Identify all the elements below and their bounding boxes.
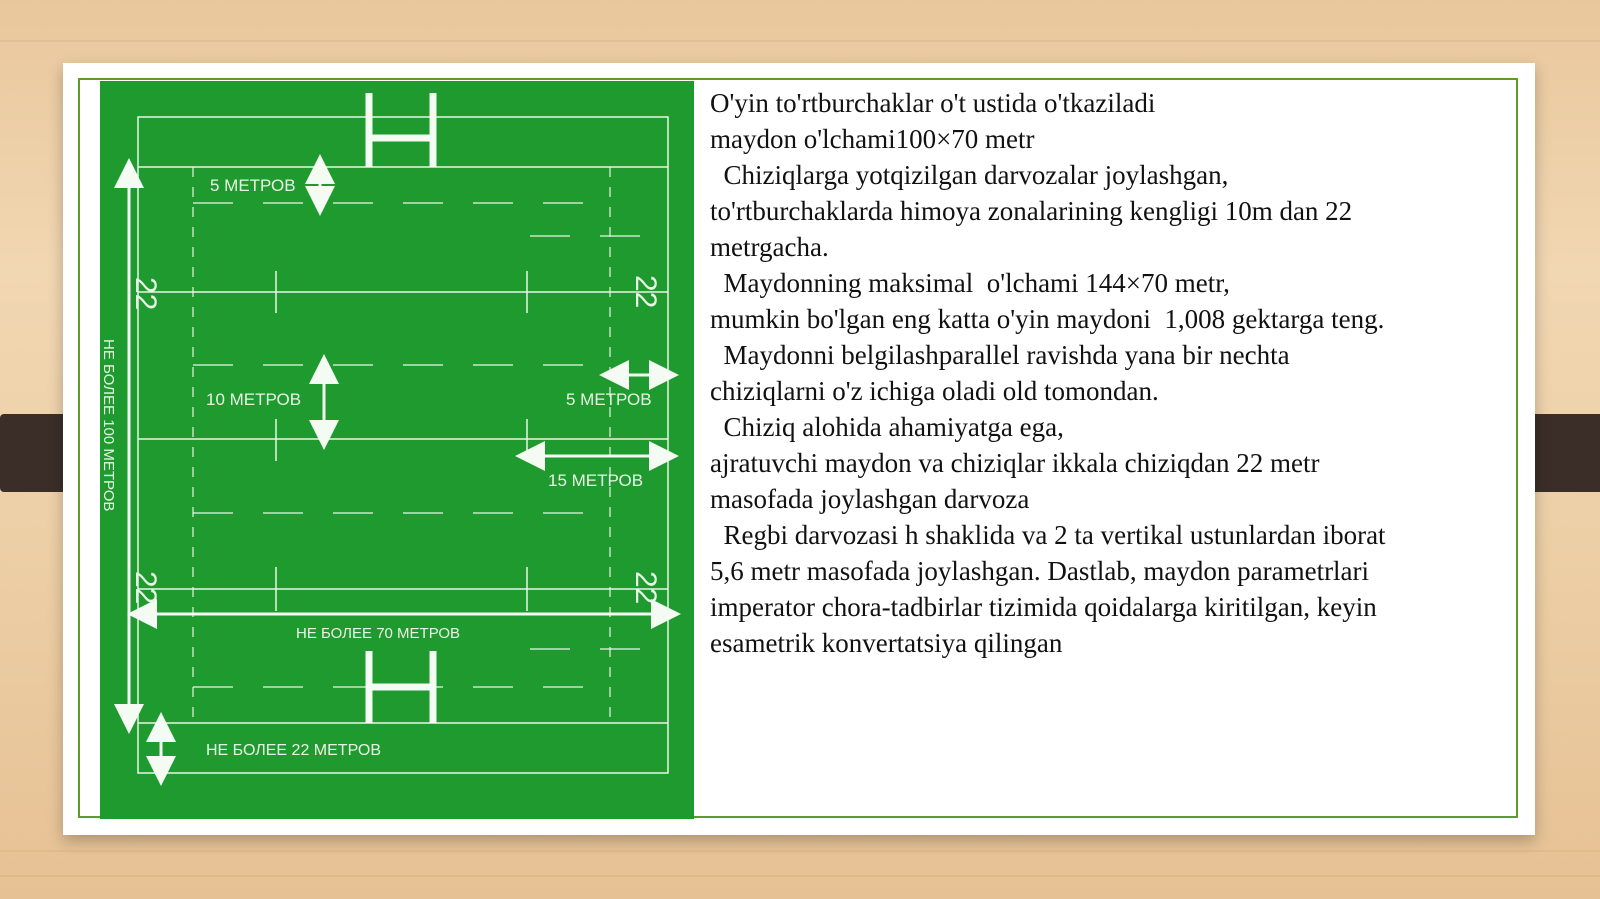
text-line: esametrik konvertatsiya qilingan bbox=[710, 628, 1063, 658]
text-line: metrgacha. bbox=[710, 232, 829, 262]
bottom-goal-posts-icon bbox=[369, 651, 433, 723]
text-line: masofada joylashgan darvoza bbox=[710, 484, 1030, 514]
label-22-top-left: 22 bbox=[129, 277, 162, 311]
rugby-field-diagram bbox=[100, 81, 694, 819]
text-line: Chiziqlarga yotqizilgan darvozalar joylashgan, bbox=[710, 160, 1229, 190]
text-line: imperator chora-tadbirlar tizimida qoidalarga kiritilgan, keyin bbox=[710, 592, 1377, 622]
label-10m: 10 МЕТРОВ bbox=[206, 390, 302, 409]
label-top-5m: 5 МЕТРОВ bbox=[210, 176, 296, 195]
text-line: O'yin to'rtburchaklar o't ustida o'tkaziladi bbox=[710, 88, 1156, 118]
text-line: Maydonni belgilashparallel ravishda yana bir nechta bbox=[710, 340, 1290, 370]
label-width: НЕ БОЛЕЕ 70 МЕТРОВ bbox=[296, 625, 461, 642]
text-line: maydon o'lchami100×70 metr bbox=[710, 124, 1035, 154]
top-goal-posts-icon bbox=[369, 93, 433, 167]
label-length: НЕ БОЛЕЕ 100 МЕТРОВ bbox=[100, 339, 117, 512]
text-line: mumkin bo'lgan eng katta o'yin maydoni 1,008 gektarga teng. bbox=[710, 304, 1385, 334]
label-22-bottom-left: 22 bbox=[129, 571, 162, 605]
rugby-field-svg bbox=[100, 81, 694, 819]
text-line: to'rtburchaklarda himoya zonalarining kengligi 10m dan 22 bbox=[710, 196, 1353, 226]
text-line: 5,6 metr masofada joylashgan. Dastlab, maydon parametrlari bbox=[710, 556, 1370, 586]
label-ingoal: НЕ БОЛЕЕ 22 МЕТРОВ bbox=[206, 742, 381, 759]
label-15m: 15 МЕТРОВ bbox=[548, 471, 644, 490]
label-22-top-right: 22 bbox=[629, 275, 662, 309]
field-boundary bbox=[138, 117, 668, 773]
slide-card bbox=[63, 63, 1535, 835]
text-line: ajratuvchi maydon va chiziqlar ikkala chiziqdan 22 metr bbox=[710, 448, 1320, 478]
label-22-bottom-right: 22 bbox=[629, 571, 662, 605]
text-line: chiziqlarni o'z ichiga oladi old tomondan. bbox=[710, 376, 1159, 406]
label-right-5m: 5 МЕТРОВ bbox=[566, 390, 652, 409]
description-text bbox=[710, 85, 1500, 661]
text-line: Regbi darvozasi h shaklida va 2 ta vertikal ustunlardan iborat bbox=[710, 520, 1386, 550]
text-line: Chiziq alohida ahamiyatga ega, bbox=[710, 412, 1064, 442]
text-line: Maydonning maksimal o'lchami 144×70 metr, bbox=[710, 268, 1230, 298]
